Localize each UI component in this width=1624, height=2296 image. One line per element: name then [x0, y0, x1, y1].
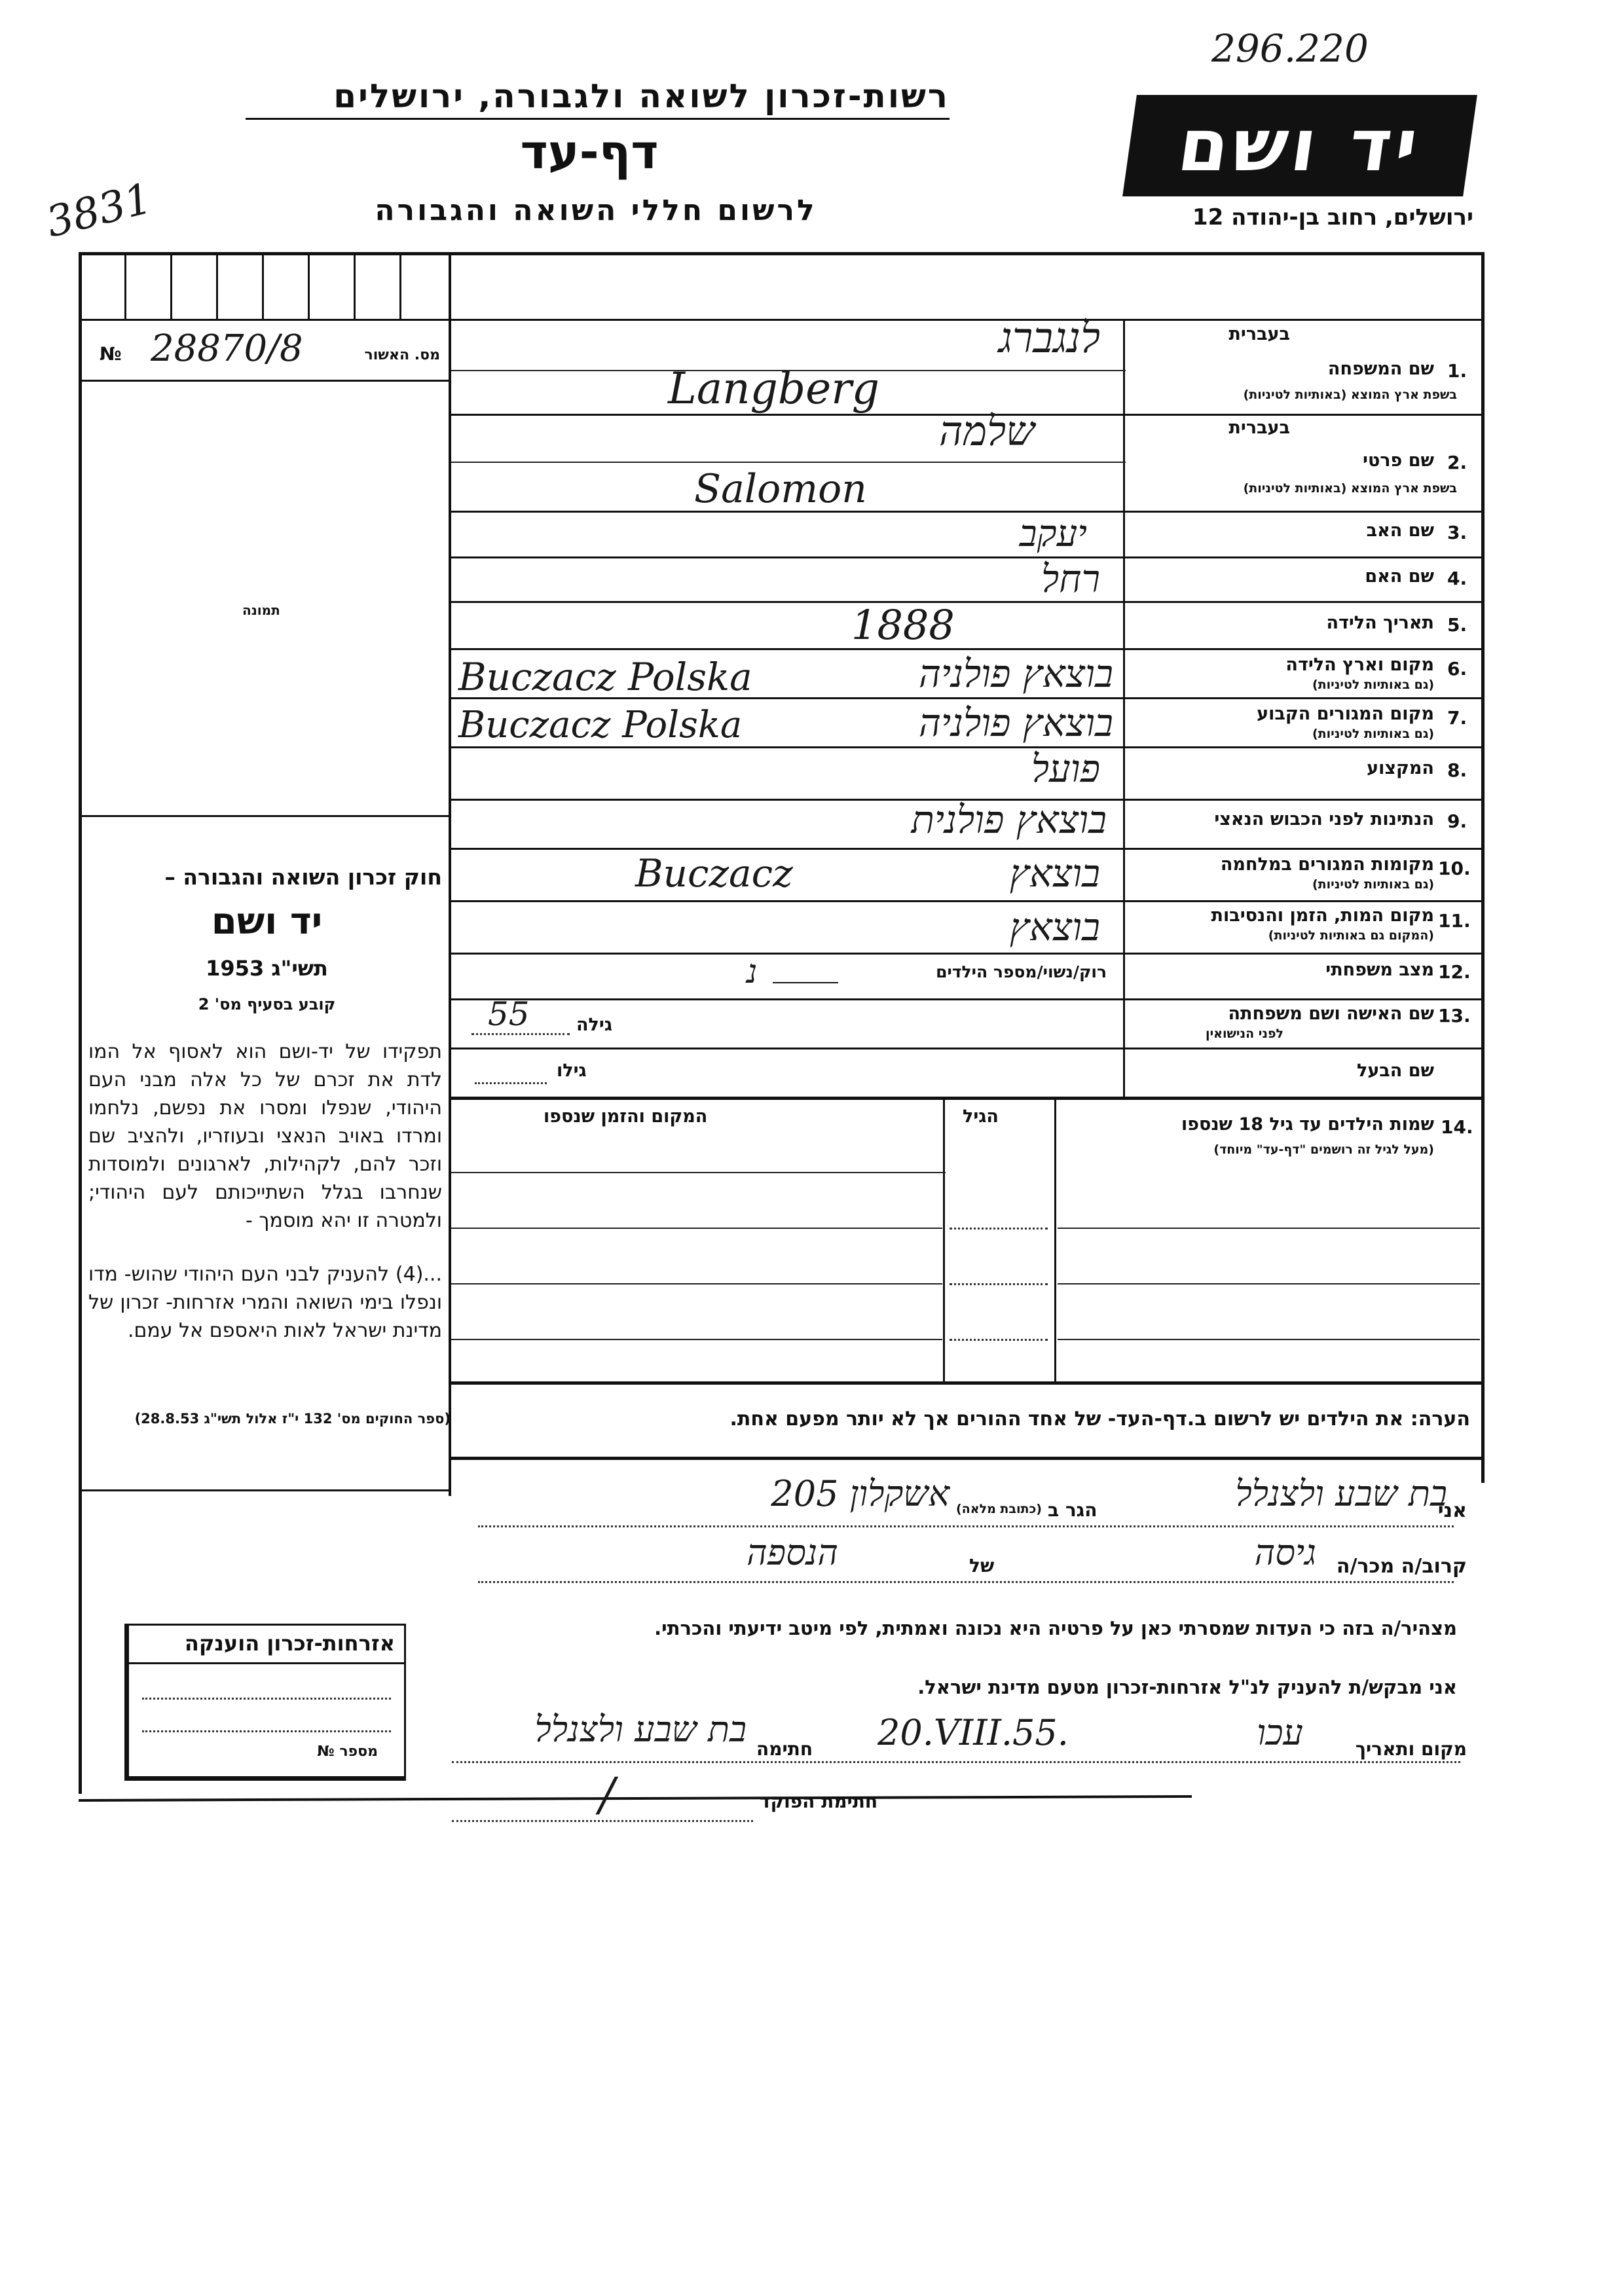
address-paren: (כתובת מלאה) — [956, 1502, 1042, 1516]
field-number: 7. — [1447, 707, 1467, 729]
law-text: תפקידו של יד-ושם הוא לאסוף אל המו לדת את זכרם של כל אלה מבני העם היהודי, שנפלו ומסרו את נפשם, נלחמו ומרדו באויב הנאצי ובעוזריו, ולהציב שם וזכר להם, לקהילות, לארגונים ולמוסדות שנחרבו בגלל השתייכותם לעם היהודי; ולמטרה זו יהא מוסמך - — [88, 1040, 442, 1232]
field-number: 13. — [1438, 1005, 1471, 1027]
side-number: 3831 — [41, 174, 157, 247]
approval-number-field — [92, 327, 445, 380]
law-reference: (ספר החוקים מס' 132 י"ז אלול תשי"ג 28.8.53) — [134, 1411, 451, 1427]
form-title: דף-עד — [520, 124, 659, 179]
institution-underline — [246, 118, 950, 120]
citizenship-box-number: מספר № — [317, 1743, 378, 1760]
field-number: 4. — [1447, 568, 1467, 589]
hebrew-tag: בעברית — [1228, 418, 1290, 438]
field-number: 8. — [1447, 759, 1467, 781]
wartime-residence-hebrew[interactable]: בוצאץ — [1009, 851, 1100, 896]
children-col-place: המקום והזמן שנספו — [544, 1106, 708, 1127]
official-signature-mark: / — [599, 1768, 615, 1821]
address: ירושלים, רחוב בן-יהודה 12 — [1192, 204, 1473, 230]
mother-name-value[interactable]: רחל — [1041, 556, 1100, 601]
photo-label: תמונה — [242, 602, 280, 618]
law-title: חוק זכרון השואה והגבורה – — [164, 864, 442, 890]
field-label: שם המשפחה — [1327, 359, 1434, 379]
children-col-age: הגיל — [963, 1106, 999, 1127]
approval-label: מס. האשור — [364, 347, 440, 363]
logo-text: יד ושם — [1173, 103, 1427, 187]
field-label: תאריך הלידה — [1326, 613, 1434, 633]
victim-ref[interactable]: הנספה — [747, 1532, 838, 1573]
field-number: 3. — [1447, 522, 1467, 543]
law-clause: קובע בסעיף מס' 2 — [198, 995, 336, 1013]
field-label: שם האב — [1366, 520, 1434, 541]
approval-no-symbol: № — [100, 343, 122, 365]
field-number: 9. — [1447, 811, 1467, 832]
place-date-label: מקום ותאריך — [1355, 1738, 1467, 1760]
field-number: 14. — [1441, 1116, 1473, 1138]
declaration-statement: מצהיר/ה בזה כי העדות שמסרתי כאן על פרטיה היא נכונה ואמתית, לפי מיטב ידיעתי והכרתי. — [654, 1617, 1457, 1639]
husband-age-label: גילו — [557, 1061, 587, 1081]
wartime-residence-latin[interactable]: Buczacz — [635, 851, 793, 896]
resides-label: הגר ב — [1048, 1499, 1098, 1521]
label-column-divider — [1123, 319, 1125, 1097]
declarant-address[interactable]: אשקלון 205 — [771, 1473, 950, 1514]
field-number: 6. — [1447, 658, 1467, 680]
law-name: יד ושם — [211, 900, 323, 943]
note-text: הערה: את הילדים יש לרשום ב.דף-העד- של אחד ההורים אך לא יותר מפעם אחת. — [729, 1408, 1470, 1430]
field-label: מקום וארץ הלידה — [1285, 655, 1434, 675]
field-label: שם האם — [1365, 566, 1434, 587]
of-label: של — [969, 1555, 995, 1576]
field-label: שם פרטי — [1363, 450, 1434, 471]
marital-status-value[interactable]: נ — [747, 953, 758, 991]
birth-date-value[interactable]: 1888 — [851, 601, 955, 649]
signature-label: חתימה — [756, 1738, 813, 1760]
institution-name: רשות-זכרון לשואה ולגבורה, ירושלים — [333, 77, 950, 115]
field-sub-label: בשפת ארץ המוצא (באותיות לטיניות) — [1243, 388, 1457, 402]
law-text-2: ...(4) להעניק לבני העם היהודי שהוש- מדו ונפלו בימי השואה והמרי אזרחות- זכרון של מדינת ישראל לאות היאספם אל עמם. — [88, 1263, 442, 1342]
citizenship-request: אני מבקש/ת להעניק לנ"ל אזרחות-זכרון מטעם מדינת ישראל. — [917, 1676, 1457, 1698]
field-label: מקומות המגורים במלחמה — [1220, 854, 1434, 875]
citizenship-box — [124, 1624, 406, 1781]
children-sub-label: (מעל לגיל זה רושמים "דף-עד" מיוחד) — [1213, 1142, 1434, 1157]
field-number: 5. — [1447, 614, 1467, 636]
field-sub-label: (גם באותיות לטיניות) — [1312, 678, 1434, 692]
field-number: 1. — [1447, 360, 1467, 382]
field-sub-label: (גם באותיות לטיניות) — [1312, 727, 1434, 741]
declarant-label: אני — [1437, 1499, 1467, 1522]
marital-inline-label: רוק/נשוי/מספר הילדים — [936, 962, 1107, 981]
field-label: מקום המגורים הקבוע — [1257, 704, 1434, 724]
field-sub-label: בשפת ארץ המוצא (באותיות לטיניות) — [1243, 481, 1457, 496]
field-number: 10. — [1438, 858, 1471, 879]
first-name-hebrew[interactable]: שלמה — [939, 407, 1035, 455]
residence-latin[interactable]: Buczacz Polska — [458, 704, 743, 746]
family-name-hebrew[interactable]: לנגברג — [998, 314, 1100, 363]
law-year: תשי"ג 1953 — [206, 956, 328, 981]
wife-age-label: גילה — [576, 1015, 612, 1035]
death-place-value[interactable]: בוצאץ — [1009, 905, 1100, 949]
place-value[interactable]: עכו — [1257, 1712, 1303, 1753]
relation-label: קרוב/ה מכר/ה — [1336, 1555, 1467, 1578]
field-label: המקצוע — [1367, 758, 1434, 778]
field-label: שם הבעל — [1356, 1061, 1434, 1081]
field-label: הנתינות לפני הכבוש הנאצי — [1214, 809, 1434, 829]
first-name-latin[interactable]: Salomon — [694, 466, 867, 512]
field-sub-label: (גם באותיות לטיניות) — [1312, 877, 1434, 892]
children-label: שמות הילדים עד גיל 18 שנספו — [1181, 1114, 1434, 1135]
field-label: שם האישה ושם משפחתה — [1228, 1004, 1434, 1024]
field-number: 2. — [1447, 452, 1467, 473]
residence-hebrew[interactable]: בוצאץ פולניה — [918, 701, 1113, 745]
field-label: מצב משפחתי — [1325, 960, 1434, 980]
birth-place-hebrew[interactable]: בוצאץ פולניה — [918, 651, 1113, 696]
approval-number-value: 28870/8 — [151, 327, 303, 370]
signature-value[interactable]: בת שבע ולצנלל — [534, 1709, 747, 1750]
form-subtitle: לרשום חללי השואה והגבורה — [375, 194, 817, 227]
field-number: 12. — [1438, 961, 1471, 983]
nationality-value[interactable]: בוצאץ פולנית — [911, 797, 1107, 842]
official-signature-label: חתימת הפוקד — [760, 1791, 878, 1812]
relation-value[interactable]: גיסה — [1254, 1532, 1316, 1573]
yad-vashem-logo — [1122, 95, 1477, 196]
date-value[interactable]: 20.VIII.55. — [877, 1712, 1069, 1753]
declarant-name[interactable]: בת שבע ולצנלל — [1235, 1473, 1447, 1514]
father-name-value[interactable]: יעקב — [1019, 513, 1087, 555]
hebrew-tag: בעברית — [1228, 324, 1290, 344]
field-number: 11. — [1438, 910, 1471, 932]
archive-code-number: 296.220 — [1211, 26, 1369, 71]
field-label: מקום המות, הזמן והנסיבות — [1211, 905, 1434, 926]
family-name-latin[interactable]: Langberg — [668, 363, 880, 414]
field-sub-label: (המקום גם באותיות לטיניות) — [1268, 928, 1434, 943]
occupation-value[interactable]: פועל — [1031, 746, 1100, 791]
birth-place-latin[interactable]: Buczacz Polska — [458, 655, 752, 699]
field-sub-label: לפני הנישואין — [1206, 1027, 1283, 1041]
wife-age-value[interactable]: 55 — [488, 995, 530, 1033]
citizenship-box-title: אזרחות-זכרון הוענקה — [129, 1626, 404, 1664]
